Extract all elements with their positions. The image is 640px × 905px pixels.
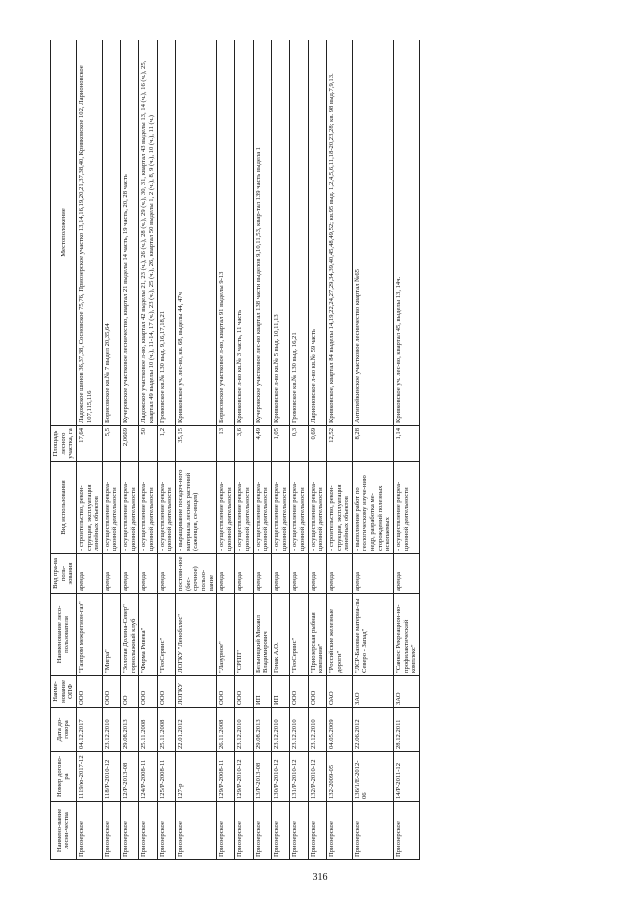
- cell-contract-date: 23.12.2010: [102, 708, 120, 752]
- cell-location: Кучеровское участковое лес-во квартал 138 части выделов 9,10,11,53, квар-тал 139 часть выдела 1: [253, 40, 271, 426]
- cell-area: 17,64: [76, 426, 102, 462]
- cell-use-type: - осуществление рекреа-ционной деятельности: [217, 462, 235, 554]
- cell-contract-date: 23.12.2010: [308, 708, 326, 752]
- cell-legal-form: ООО: [102, 676, 120, 708]
- cell-user-name: Гонак А.О.: [272, 594, 290, 676]
- cell-legal-form: ЛОГКУ: [175, 676, 216, 708]
- cell-contract-number: 118/Р-2010-12: [102, 752, 120, 802]
- cell-forestry: Приозерское: [121, 802, 139, 860]
- cell-forestry: Приозерское: [393, 802, 419, 860]
- cell-forestry: Приозерское: [175, 802, 216, 860]
- cell-area: 2,0669: [121, 426, 139, 462]
- table-row: [290, 40, 308, 860]
- cell-location: Борисовское кв.№ 7 выдел 20,35,64: [102, 40, 120, 426]
- cell-right-type: аренда: [139, 554, 157, 594]
- cell-use-type: - осуществление рекреа-ционной деятельности: [102, 462, 120, 554]
- cell-contract-date: 25.11.2008: [157, 708, 175, 752]
- cell-forestry: Приозерское: [290, 802, 308, 860]
- cell-use-type: - осуществление рекреа-ционной деятельности: [157, 462, 175, 554]
- cell-right-type: аренда: [102, 554, 120, 594]
- cell-right-type: аренда: [393, 554, 419, 594]
- table-row: [157, 40, 175, 860]
- cell-location: Борисовское участковое л-во, квартал 91 выделы 9-13: [217, 40, 235, 426]
- cell-use-type: - осуществление рекреа-ционной деятельности: [139, 462, 157, 554]
- cell-forestry: Приозерское: [139, 802, 157, 860]
- table-row: [139, 40, 157, 860]
- cell-area: 3,6: [235, 426, 253, 462]
- cell-area: 1,05: [272, 426, 290, 462]
- cell-contract-number: 132-2009-05: [326, 752, 352, 802]
- cell-legal-form: ООО: [139, 676, 157, 708]
- table-row: [393, 40, 419, 860]
- cell-contract-date: 28.12.2011: [393, 708, 419, 752]
- cell-area: 13: [217, 426, 235, 462]
- cell-contract-date: 23.12.2010: [290, 708, 308, 752]
- cell-area: 12,52: [326, 426, 352, 462]
- cell-forestry: Приозерское: [272, 802, 290, 860]
- header-contract-number: Номер догово-ра: [51, 752, 77, 802]
- cell-contract-date: 23.12.2010: [272, 708, 290, 752]
- cell-right-type: аренда: [326, 554, 352, 594]
- cell-location: Кривковское уч. лес-во, квартал 45, выделы 13, 14ч.: [393, 40, 419, 426]
- table-header-row: [51, 40, 77, 860]
- header-contract-date: Дата до-говора: [51, 708, 77, 752]
- cell-contract-date: 29.08.2013: [253, 708, 271, 752]
- cell-forestry: Приозерское: [102, 802, 120, 860]
- cell-area: 0,3: [290, 426, 308, 462]
- cell-legal-form: ООО: [157, 676, 175, 708]
- table-row: [235, 40, 253, 860]
- table-row: [352, 40, 393, 860]
- cell-forestry: Приозерское: [76, 802, 102, 860]
- table-wrapper: [50, 40, 588, 860]
- cell-use-type: - осуществление рекреа-ционной деятельности: [253, 462, 271, 554]
- cell-legal-form: ИП: [253, 676, 271, 708]
- cell-area: 1,2: [157, 426, 175, 462]
- cell-use-type: - осуществление рекреа-ционной деятельности: [272, 462, 290, 554]
- cell-right-type: постоян-ное (бес-срочное) пользо-вание: [175, 554, 216, 594]
- cell-user-name: "Российские железные дороги": [326, 594, 352, 676]
- cell-use-type: - осуществление рекреа-ционной деятельности: [290, 462, 308, 554]
- cell-user-name: "Приозерская рыбная компания": [308, 594, 326, 676]
- cell-location: Ларионовское л-во кв.№ 59 часть: [308, 40, 326, 426]
- cell-contract-date: 04.12.2017: [76, 708, 102, 752]
- cell-contract-date: 04.05.2009: [326, 708, 352, 752]
- cell-user-name: "Лазурное": [217, 594, 235, 676]
- cell-forestry: Приозерское: [253, 802, 271, 860]
- cell-location: Кучеровское участковое лесничество, квартал 21 выделы 14 часть, 19 часть, 20, 28 часть: [121, 40, 139, 426]
- cell-use-type: - осуществление рекреа-ционной деятельности: [308, 462, 326, 554]
- cell-right-type: аренда: [217, 554, 235, 594]
- cell-contract-date: 26.11.2008: [217, 708, 235, 752]
- cell-legal-form: ООО: [308, 676, 326, 708]
- cell-area: 50: [139, 426, 157, 462]
- cell-user-name: ЛОГКУ "Ленобллес": [175, 594, 216, 676]
- cell-contract-number: 1119/ю-2017-12: [76, 752, 102, 802]
- cell-use-type: - строительство, рекон-струкция, эксплуатация линейных объектов: [326, 462, 352, 554]
- cell-right-type: аренда: [121, 554, 139, 594]
- rotated-table-area: [50, 40, 588, 860]
- cell-right-type: аренда: [235, 554, 253, 594]
- cell-right-type: аренда: [272, 554, 290, 594]
- cell-user-name: "ГеоСервис": [290, 594, 308, 676]
- cell-area: 5,5: [102, 426, 120, 462]
- cell-contract-number: 131/Р-2010-12: [290, 752, 308, 802]
- cell-forestry: Приозерское: [352, 802, 393, 860]
- header-user-name: Наименование лесо-пользователя: [51, 594, 77, 676]
- table-row: [121, 40, 139, 860]
- cell-user-name: "СРПП": [235, 594, 253, 676]
- table-row: [326, 40, 352, 860]
- cell-forestry: Приозерское: [326, 802, 352, 860]
- cell-contract-number: 125/Р-2008-11: [157, 752, 175, 802]
- cell-location: Антипейкинское участковое лесничество квартал №65: [352, 40, 393, 426]
- cell-contract-number: 129/Р-2010-12: [235, 752, 253, 802]
- header-forestry-name: Наимено-вание лесни-чества: [51, 802, 77, 860]
- cell-forestry: Приозерское: [157, 802, 175, 860]
- cell-contract-number: 124/Р-2008-11: [139, 752, 157, 802]
- cell-user-name: "Золотая Долина-Север" горнолыжный клуб: [121, 594, 139, 676]
- cell-contract-date: 22.06.2012: [352, 708, 393, 752]
- cell-use-type: - строительство, рекон-струкция, эксплуатация линейных объектов: [76, 462, 102, 554]
- header-area: Площадь лесного участка, га: [51, 426, 77, 462]
- cell-contract-date: 22.01.2012: [175, 708, 216, 752]
- cell-contract-number: 13/Р-2013-08: [253, 752, 271, 802]
- table-row: [102, 40, 120, 860]
- cell-right-type: аренда: [253, 554, 271, 594]
- cell-location: Кривковское уч. лес-во, кв. 68, выделы 44, 47ч: [175, 40, 216, 426]
- cell-user-name: "ЛСР-Базовые материа-лы Северо - Запад": [352, 594, 393, 676]
- cell-contract-date: 29.08.2013: [121, 708, 139, 752]
- cell-user-name: "Мигра": [102, 594, 120, 676]
- cell-area: 4,49: [253, 426, 271, 462]
- cell-legal-form: ИП: [272, 676, 290, 708]
- cell-location: Кривковское, квартал 84 выделы 14,19,22,24,27,29,34,39,40,45,48,49,52; кв.95 выд. 1,2,4,5,6,11,18-20,23,28; кв. 98 выд.7,9,13.: [326, 40, 352, 426]
- cell-right-type: аренда: [308, 554, 326, 594]
- cell-area: 35,15: [175, 426, 216, 462]
- table-row: [272, 40, 290, 860]
- cell-right-type: аренда: [76, 554, 102, 594]
- cell-contract-date: 25.11.2008: [139, 708, 157, 752]
- cell-legal-form: ООО: [235, 676, 253, 708]
- cell-right-type: аренда: [157, 554, 175, 594]
- cell-forestry: Приозерское: [308, 802, 326, 860]
- forest-lease-table: [50, 40, 420, 860]
- cell-contract-date: 23.12.2010: [235, 708, 253, 752]
- header-use-type: Вид использования: [51, 462, 77, 554]
- cell-legal-form: ООО: [76, 676, 102, 708]
- cell-user-name: "ГеоСервис": [157, 594, 175, 676]
- cell-area: 1,14: [393, 426, 419, 462]
- cell-location: Кривковское л-во кв.№ 3 часть, 11 часть: [235, 40, 253, 426]
- cell-contract-number: 132/Р-2010-12: [308, 752, 326, 802]
- cell-legal-form: ООО: [217, 676, 235, 708]
- cell-user-name: "Фирма Ривека": [139, 594, 157, 676]
- table-row: [253, 40, 271, 860]
- cell-contract-number: 130/Р-2010-12: [272, 752, 290, 802]
- cell-location: Ладожское участковое л-во, квартал 42 выделы 21, 23 (ч.), 26 (ч.), 28 (ч.), 29 (ч.), 30, 31, квартал 43 выделы 13, 14 (ч.), 16 (ч.), 25, квартал 49 выделы 10 (ч.), 11-14, 17 (ч.), 23 (ч.), 25 (ч.), 26, квартал 50 выделы 1, 2 (ч.), 8, 9 (ч.), 10 (ч.), 11 (ч.): [139, 40, 157, 426]
- cell-use-type: - осуществление рекреа-ционной деятельности: [393, 462, 419, 554]
- header-legal-form: Наиме-нование ОПФ: [51, 676, 77, 708]
- cell-location: Ладожское шинов 36,37,38, Сосновское 75,76, Приозерское участко 13,14,16,19,20,21,37,38,40, Кривковское 102, Ларионовское 107,115,116: [76, 40, 102, 426]
- cell-area: 0,69: [308, 426, 326, 462]
- cell-contract-number: 129/Р-2008-11: [217, 752, 235, 802]
- table-row: [175, 40, 216, 860]
- cell-forestry: Приозерское: [217, 802, 235, 860]
- cell-use-type: - осуществление рекреа-ционной деятельности: [235, 462, 253, 554]
- cell-use-type: - осуществление рекреа-ционной деятельности: [121, 462, 139, 554]
- table-row: [308, 40, 326, 860]
- cell-legal-form: ОО: [121, 676, 139, 708]
- header-location: Местоположение: [51, 40, 77, 426]
- table-row: [217, 40, 235, 860]
- cell-user-name: "Газпром межрегион-газ": [76, 594, 102, 676]
- table-body: [76, 40, 419, 860]
- cell-legal-form: ЗАО: [352, 676, 393, 708]
- cell-area: 8,28: [352, 426, 393, 462]
- table-row: [76, 40, 102, 860]
- cell-legal-form: ЗАО: [393, 676, 419, 708]
- cell-location: Громовское кв.№ 130 выд. 16,21: [290, 40, 308, 426]
- cell-right-type: аренда: [290, 554, 308, 594]
- cell-contract-number: 14/Р-2011-12: [393, 752, 419, 802]
- cell-forestry: Приозерское: [235, 802, 253, 860]
- cell-contract-number: 12/Р-2013-08: [121, 752, 139, 802]
- cell-legal-form: ООО: [290, 676, 308, 708]
- page-number: 316: [312, 872, 328, 883]
- cell-user-name: Бельницкий Михаил Владимирович: [253, 594, 271, 676]
- header-right-type: Вид пра-ва поль-зования: [51, 554, 77, 594]
- cell-use-type: - выращивание посадоч-ного материала лесных растений (саженцев, се-янцев): [175, 462, 216, 554]
- cell-legal-form: ОАО: [326, 676, 352, 708]
- cell-contract-number: 127-р: [175, 752, 216, 802]
- cell-contract-number: 136/1/Е-2012-06: [352, 752, 393, 802]
- cell-user-name: "Санкос Рекреацион-но-профилактический комплекс": [393, 594, 419, 676]
- cell-location: Кривковское л-во кв.№ 5 выд. 10,11,13: [272, 40, 290, 426]
- cell-right-type: аренда: [352, 554, 393, 594]
- cell-use-type: - выполнение работ по геологическому изуче-нию недр, разработка ме-сторождений полезных ископаемых: [352, 462, 393, 554]
- cell-location: Громовское кв.№ 130 выд. 9,16,17,18,21: [157, 40, 175, 426]
